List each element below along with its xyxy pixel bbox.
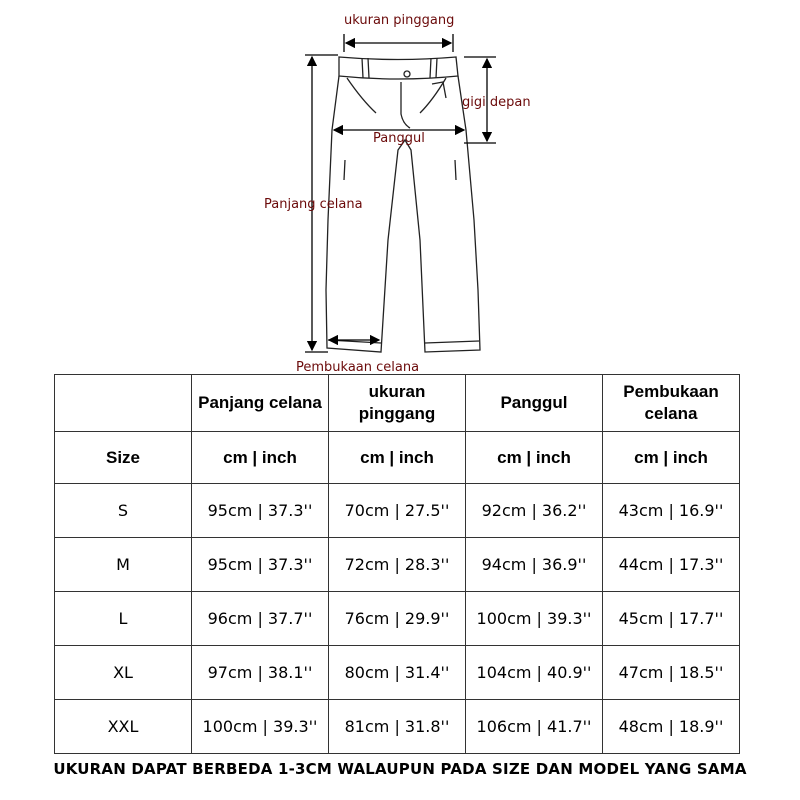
length-cell: 95cm | 37.3'' [192, 538, 329, 592]
header-waist: ukuran pinggang [329, 375, 466, 432]
length-cell: 96cm | 37.7'' [192, 592, 329, 646]
pants-diagram [0, 0, 800, 372]
table-row [55, 646, 740, 700]
front-rise-label: gigi depan [462, 95, 531, 110]
header-leg-opening: Pembukaan celana [603, 375, 740, 432]
hip-cell: 100cm | 39.3'' [466, 592, 603, 646]
hip-label: Panggul [373, 131, 425, 146]
size-chart-table [54, 374, 740, 754]
waist-cell: 76cm | 29.9'' [329, 592, 466, 646]
size-cell: M [55, 538, 192, 592]
length-cell: 100cm | 39.3'' [192, 700, 329, 754]
length-label: Panjang celana [264, 197, 363, 212]
waist-cell: 81cm | 31.8'' [329, 700, 466, 754]
size-disclaimer: UKURAN DAPAT BERBEDA 1-3CM WALAUPUN PADA SIZE DAN MODEL YANG SAMA [53, 760, 747, 778]
size-cell: XXL [55, 700, 192, 754]
leg-opening-cell: 47cm | 18.5'' [603, 646, 740, 700]
waist-measure [344, 34, 453, 52]
header-hip: Panggul [466, 375, 603, 432]
header-length: Panjang celana [192, 375, 329, 432]
waist-label: ukuran pinggang [344, 13, 455, 28]
leg-opening-cell: 43cm | 16.9'' [603, 484, 740, 538]
waist-cell: 80cm | 31.4'' [329, 646, 466, 700]
table-row [55, 592, 740, 646]
leg-opening-cell: 45cm | 17.7'' [603, 592, 740, 646]
table-row [55, 538, 740, 592]
unit-row [55, 432, 740, 484]
unit-hip: cm | inch [466, 432, 603, 484]
leg-opening-cell: 44cm | 17.3'' [603, 538, 740, 592]
hip-cell: 106cm | 41.7'' [466, 700, 603, 754]
size-cell: XL [55, 646, 192, 700]
hip-cell: 94cm | 36.9'' [466, 538, 603, 592]
length-cell: 97cm | 38.1'' [192, 646, 329, 700]
waist-cell: 70cm | 27.5'' [329, 484, 466, 538]
hip-cell: 104cm | 40.9'' [466, 646, 603, 700]
table-row [55, 484, 740, 538]
hip-cell: 92cm | 36.2'' [466, 484, 603, 538]
header-blank [55, 375, 192, 432]
unit-length: cm | inch [192, 432, 329, 484]
unit-waist: cm | inch [329, 432, 466, 484]
unit-leg-opening: cm | inch [603, 432, 740, 484]
waist-cell: 72cm | 28.3'' [329, 538, 466, 592]
header-row [55, 375, 740, 432]
leg-opening-cell: 48cm | 18.9'' [603, 700, 740, 754]
leg-opening-label: Pembukaan celana [296, 360, 420, 372]
length-cell: 95cm | 37.3'' [192, 484, 329, 538]
unit-size: Size [55, 432, 192, 484]
table-row [55, 700, 740, 754]
size-cell: S [55, 484, 192, 538]
size-cell: L [55, 592, 192, 646]
